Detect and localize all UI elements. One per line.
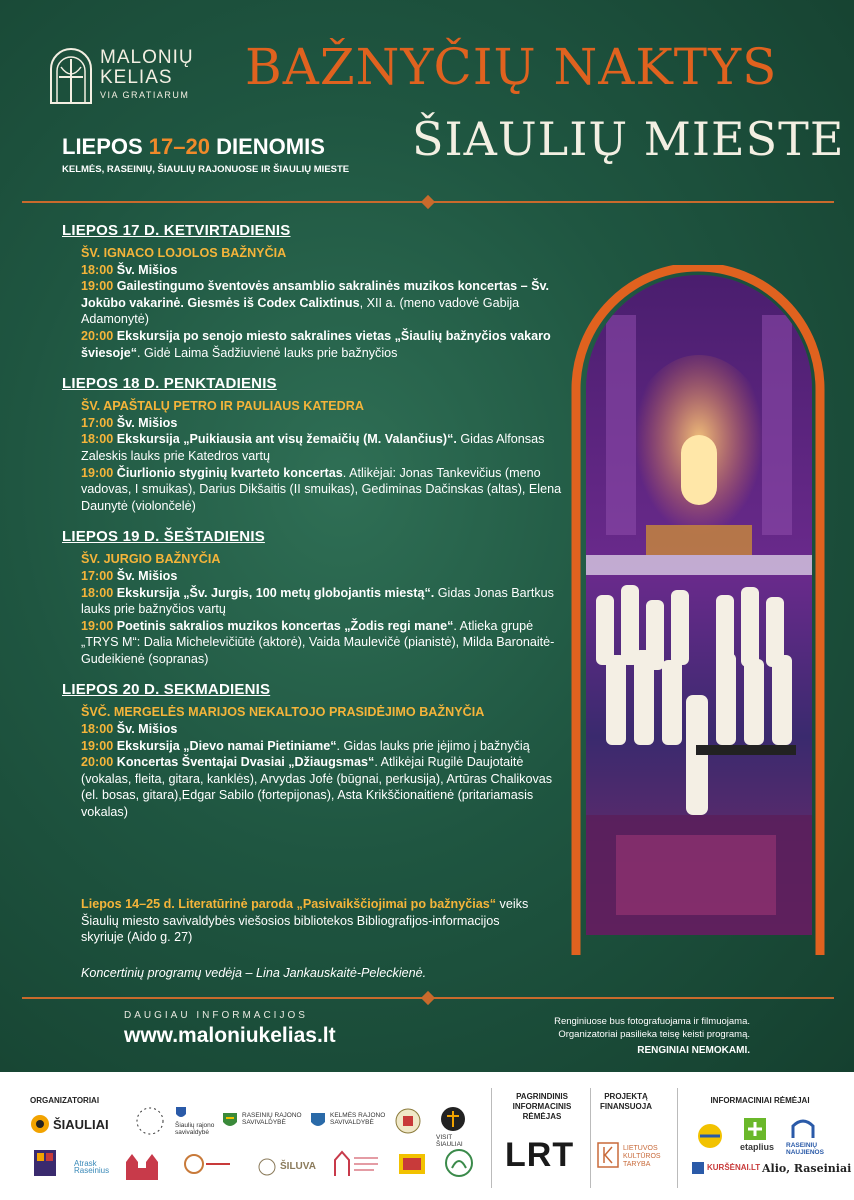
event-details: . Atlikėjai: Jonas Tankevičius (meno vadovas, I smuikas), Darius Dikšaitis (II smuikas), Gediminas Dačinskas (altas), Elena Daunytė (violončelė) — [81, 465, 562, 513]
kelmes-logo — [310, 1112, 386, 1135]
siauliu-rajono-text: Šiaulių rajono savivaldybė — [175, 1122, 215, 1136]
event-item — [81, 585, 562, 618]
day-block — [62, 681, 562, 820]
siauliu-rajono-logo — [135, 1104, 215, 1143]
event-item — [81, 262, 562, 279]
church-name: ŠVČ. MERGELĖS MARIJOS NEKALTOJO PRASIDĖJIMO BAŽNYČIA — [81, 705, 485, 720]
day-body — [62, 245, 562, 361]
visit-siauliai-logo — [436, 1106, 466, 1148]
siauliai-sun-icon — [30, 1114, 50, 1134]
event-time: 20:00 — [81, 328, 114, 343]
event-title: Poetinis sakralios muzikos koncertas „Žodis regi mane“ — [116, 618, 454, 633]
etaplius-text: etaplius — [740, 1142, 775, 1152]
event-title: Ekskursija po senojo miesto sakralines vietas „Šiaulių bažnyčios vakaro šviesoje“ — [81, 328, 551, 360]
event-item — [81, 721, 562, 738]
brand-line3: VIA GRATIARUM — [100, 90, 190, 100]
brand-line2: KELIAS — [100, 67, 173, 88]
event-time: 19:00 — [81, 738, 114, 753]
separator — [590, 1088, 591, 1188]
arch-frame — [558, 265, 828, 955]
event-note — [554, 1015, 750, 1057]
event-title: Šv. Mišios — [116, 415, 178, 430]
event-item — [81, 738, 562, 755]
raseiniu-logo — [222, 1112, 302, 1135]
event-item — [81, 568, 562, 585]
coat-of-arms-icon — [310, 1112, 326, 1130]
event-item — [81, 618, 562, 668]
sub-title: ŠIAULIŲ MIESTE — [412, 112, 845, 166]
kursenai-icon — [692, 1162, 704, 1174]
visit-icon — [440, 1106, 466, 1132]
event-details: Gidas Jonas Bartkus lauks prie bažnyčios vartų — [81, 585, 554, 617]
rn-text: RASEINIŲ NAUJIENOS — [786, 1142, 824, 1156]
event-title: Ekskursija „Dievo namai Pietiniame“ — [116, 738, 337, 753]
event-details: . Atlikėjai Rugilė Daujotaitė (vokalas, fleita, gitara, kanklės), Arvydas Jofė (būgnai, perkusija), Artūras Chalikovas (el. bosas, gitara),Edgar Sabilo (fortepijonas), Asta Krikščionaitienė (pritariamasis vokalas) — [81, 755, 553, 820]
event-details: . Gidė Laima Šadžiuvienė lauks prie bažnyčios — [137, 345, 398, 360]
brand-line1: MALONIŲ — [100, 47, 194, 68]
event-time: 17:00 — [81, 415, 114, 430]
main-media-label: PAGRINDINIS INFORMACINIS RĖMĖJAS — [512, 1092, 572, 1121]
siauliai-text: ŠIAULIAI — [53, 1117, 109, 1132]
day-block — [62, 528, 562, 667]
note-free: RENGINIAI NEMOKAMI. — [637, 1045, 750, 1056]
ic-logo-icon — [34, 1150, 56, 1176]
rn-icon — [790, 1116, 816, 1140]
day-body — [62, 398, 562, 514]
lkt-k-icon — [597, 1142, 619, 1168]
event-title: Ekskursija „Šv. Jurgis, 100 metų globojantis miestą“. — [116, 585, 435, 600]
choir-scene-icon — [586, 275, 812, 935]
swirl-logo-icon — [135, 1104, 165, 1138]
bottom-divider — [22, 992, 834, 1004]
coat-of-arms-icon — [175, 1106, 187, 1120]
more-info-label: DAUGIAU INFORMACIJOS — [124, 1010, 308, 1021]
day-block — [62, 222, 562, 361]
event-time: 18:00 — [81, 262, 114, 277]
church-name: ŠV. APAŠTALŲ PETRO IR PAULIAUS KATEDRA — [81, 399, 364, 414]
top-divider — [22, 196, 834, 208]
exhibition-rest: veiks Šiaulių miesto savivaldybės viešosios bibliotekos Bibliografijos-informacijos skyriuje (Aido g. 27) — [81, 897, 529, 945]
sponsors-footer — [0, 1072, 854, 1200]
day-title: LIEPOS 19 D. ŠEŠTADIENIS — [62, 528, 265, 546]
library-emblem-icon — [395, 1108, 421, 1134]
event-title: Ekskursija „Puikiausia ant visų žemaičių (M. Valančius)“. — [116, 432, 457, 447]
radio-sun-logo-icon — [690, 1118, 730, 1150]
host-text: Koncertinių programų vedėja – Lina Jankauskaitė-Peleckienė. — [81, 966, 427, 980]
main-title: BAŽNYČIŲ NAKTYS — [245, 38, 778, 96]
museum-logo-icon — [330, 1148, 380, 1178]
event-time: 19:00 — [81, 465, 114, 480]
event-title: Koncertas Šventajai Dvasiai „Džiaugsmas“ — [116, 755, 375, 770]
event-dates — [62, 134, 325, 160]
event-title: Čiurlionio styginių kvarteto koncertas — [116, 465, 343, 480]
event-title: Šv. Mišios — [116, 722, 178, 737]
funding-label: PROJEKTĄ FINANSUOJA — [599, 1092, 652, 1111]
event-time: 18:00 — [81, 432, 114, 447]
siluva-text: ŠILUVA — [280, 1161, 316, 1172]
cultural-center-logo-icon — [182, 1152, 232, 1176]
event-time: 17:00 — [81, 568, 114, 583]
kelmes-text: KELMĖS RAJONO SAVIVALDYBĖ — [330, 1112, 386, 1126]
dates-range: 17–20 — [148, 134, 210, 159]
event-title: Gailestingumo šventovės ansamblio sakralinės muzikos koncertas – Šv. Jokūbo vakarinė. Giesmės iš Codex Calixtinus — [81, 279, 550, 310]
separator — [677, 1088, 678, 1188]
separator — [491, 1088, 492, 1188]
exhibition-text — [81, 896, 541, 946]
event-item — [81, 328, 562, 361]
event-title: Šv. Mišios — [116, 568, 178, 583]
organizers-label: ORGANIZATORIAI — [30, 1096, 100, 1105]
church-name: ŠV. JURGIO BAŽNYČIA — [81, 552, 221, 567]
event-details: Gidas Alfonsas Zaleskis lauks prie Katedros vartų — [81, 432, 545, 463]
kursenai-text: KURŠĖNAI.LT — [707, 1163, 761, 1172]
day-title: LIEPOS 20 D. SEKMADIENIS — [62, 681, 271, 699]
raseiniu-naujienos-logo — [786, 1116, 824, 1156]
event-time: 18:00 — [81, 585, 114, 600]
lkt-logo — [597, 1142, 661, 1173]
church-logo-icon — [122, 1146, 162, 1180]
media-sponsors-label: INFORMACINIAI RĖMĖJAI — [710, 1096, 810, 1105]
day-body — [62, 551, 562, 667]
event-title: Šv. Mišios — [116, 262, 178, 277]
event-item — [81, 465, 562, 515]
lrt-logo: LRT — [505, 1136, 575, 1174]
event-details: . Atlieka grupė „TRYS M“: Dalia Michelevičiūtė (aktorė), Vaida Maulevičė (pianistė), Milda Baronaitė-Gudeikienė (sopranas) — [81, 618, 555, 666]
dates-subtitle: KELMĖS, RASEINIŲ, ŠIAULIŲ RAJONUOSE IR ŠIAULIŲ MIESTE — [62, 164, 350, 175]
raseiniu-text: RASEINIŲ RAJONO SAVIVALDYBĖ — [242, 1112, 302, 1126]
alio-raseiniai-logo: Alio, Raseiniai — [762, 1162, 852, 1175]
church-name: ŠV. IGNACO LOJOLOS BAŽNYČIA — [81, 246, 287, 260]
etaplius-icon — [744, 1118, 766, 1140]
day-title: LIEPOS 18 D. PENKTADIENIS — [62, 375, 277, 393]
dates-pre: LIEPOS — [62, 134, 149, 159]
program — [62, 222, 562, 835]
visit-text: VISIT ŠIAULIAI — [436, 1134, 463, 1148]
dates-post: DIENOMIS — [209, 134, 325, 159]
event-details: . Gidas lauks prie įėjimo į bažnyčią — [336, 738, 530, 753]
coat-of-arms-icon — [222, 1112, 238, 1130]
day-block — [62, 375, 562, 514]
nature-logo-icon — [444, 1148, 474, 1178]
siluva-logo — [258, 1158, 316, 1181]
maloniu-kelias-logo-icon — [47, 45, 95, 105]
day-body — [62, 704, 562, 820]
event-item — [81, 278, 562, 328]
exhibition-highlight: Liepos 14–25 d. Literatūrinė paroda „Pasivaikščiojimai po bažnyčias“ — [81, 897, 497, 911]
event-item — [81, 431, 562, 464]
brand-text — [100, 48, 194, 100]
event-time: 19:00 — [81, 618, 114, 633]
siauliai-logo — [30, 1114, 109, 1139]
church-choir-photo — [586, 275, 812, 935]
lkt-text: LIETUVOS KULTŪROS TARYBA — [623, 1145, 661, 1168]
website-link[interactable]: www.maloniukelias.lt — [124, 1024, 336, 1047]
day-title: LIEPOS 17 D. KETVIRTADIENIS — [62, 222, 291, 239]
event-item — [81, 415, 562, 432]
event-item — [81, 754, 562, 820]
event-time: 20:00 — [81, 755, 114, 770]
event-time: 18:00 — [81, 722, 114, 737]
atrask-text: Atrask Raseinius — [74, 1159, 110, 1175]
note-line1: Renginiuose bus fotografuojama ir filmuojama. — [554, 1016, 750, 1027]
siluva-icon — [258, 1158, 276, 1176]
note-line2: Organizatoriai pasilieka teisę keisti programą. — [558, 1029, 750, 1040]
event-time: 19:00 — [81, 279, 114, 294]
library-logo-icon — [397, 1150, 427, 1178]
event-details: , XII a. (meno vadovė Gabija Adamonytė) — [81, 295, 520, 327]
